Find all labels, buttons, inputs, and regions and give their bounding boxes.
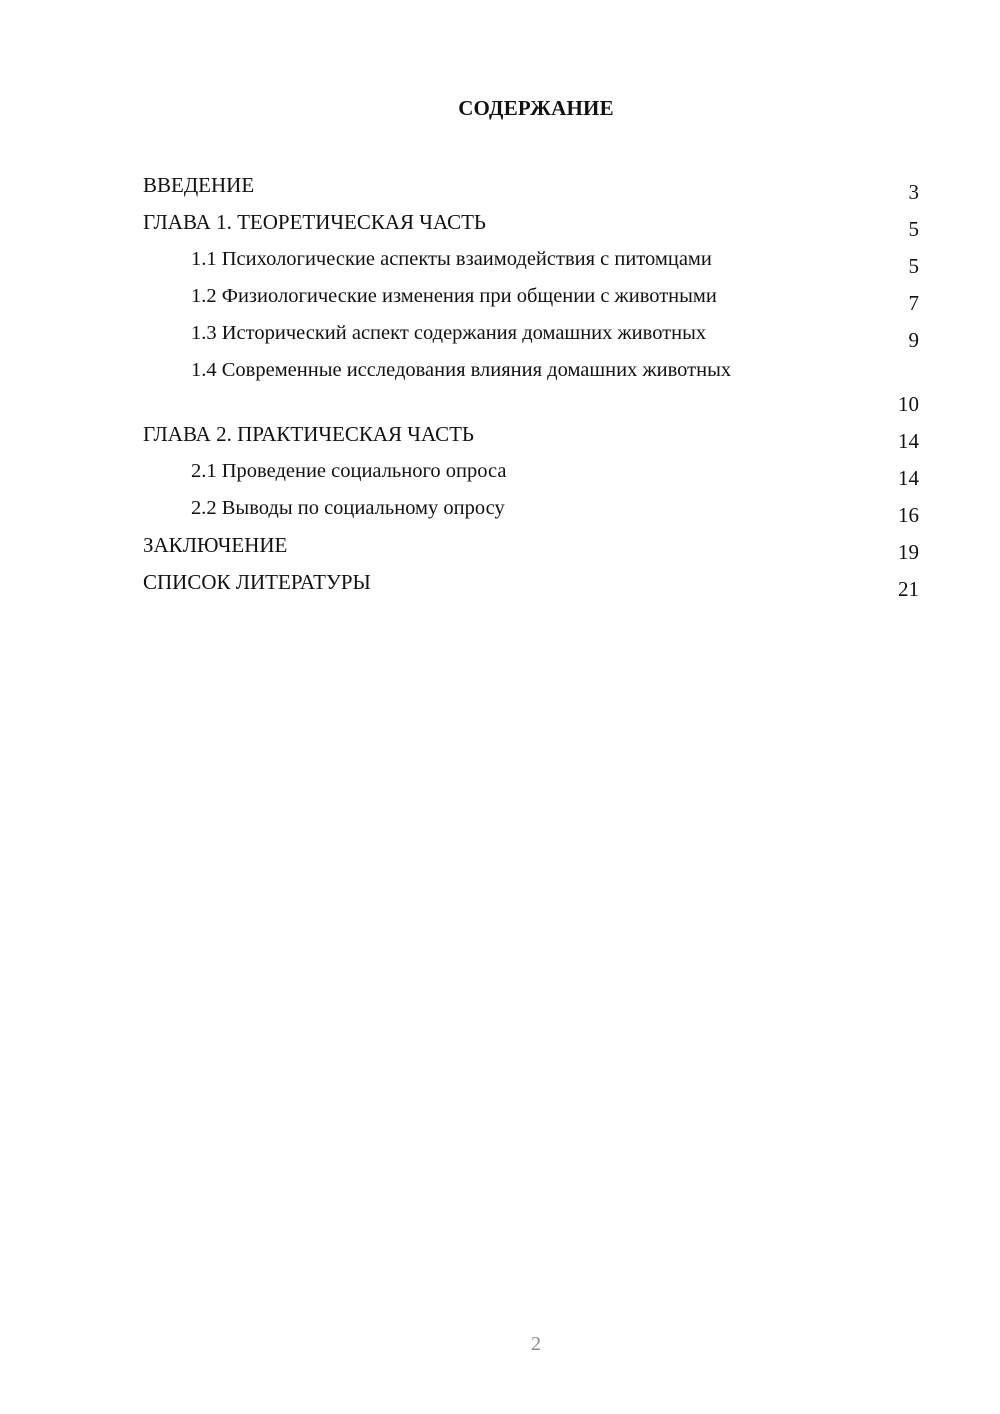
toc-entry-chapter-1[interactable]	[143, 205, 919, 242]
toc-entry-conclusion[interactable]	[143, 528, 919, 565]
toc-title: СОДЕРЖАНИЕ	[458, 96, 614, 120]
toc-entry-page: 14	[898, 429, 919, 453]
toc-entry-page: 7	[908, 291, 919, 315]
table-of-contents	[143, 168, 919, 602]
toc-entry-page: 3	[908, 180, 919, 204]
page-number: 2	[531, 1333, 541, 1355]
toc-entry-page: 9	[908, 328, 919, 352]
toc-entry-label: 1.4 Современные исследования влияния домашних животных	[191, 359, 732, 381]
toc-entry-section-1-1[interactable]	[143, 242, 919, 279]
toc-entry-section-2-1[interactable]	[143, 454, 919, 491]
toc-entry-page: 16	[898, 503, 919, 527]
toc-entry-section-1-4[interactable]	[143, 353, 919, 417]
toc-entry-introduction[interactable]	[143, 168, 919, 205]
toc-entry-chapter-2[interactable]	[143, 417, 919, 454]
toc-entry-label: ГЛАВА 2. ПРАКТИЧЕСКАЯ ЧАСТЬ	[143, 422, 474, 446]
toc-entry-section-1-3[interactable]	[143, 316, 919, 353]
toc-entry-page: 19	[898, 540, 919, 564]
toc-entry-section-2-2[interactable]	[143, 491, 919, 528]
toc-entry-label: 2.1 Проведение социального опроса	[191, 460, 507, 482]
toc-entry-page: 14	[898, 466, 919, 490]
toc-entry-label: ГЛАВА 1. ТЕОРЕТИЧЕСКАЯ ЧАСТЬ	[143, 210, 486, 234]
toc-entry-bibliography[interactable]	[143, 565, 919, 602]
toc-entry-label: ВВЕДЕНИЕ	[143, 173, 255, 197]
toc-entry-section-1-2[interactable]	[143, 279, 919, 316]
toc-entry-label: 1.1 Психологические аспекты взаимодействия с питомцами	[191, 248, 712, 270]
toc-entry-page: 10	[898, 392, 919, 416]
toc-entry-label: 1.3 Исторический аспект содержания домашних животных	[191, 322, 707, 344]
toc-entry-page: 5	[908, 217, 919, 241]
toc-entry-label: 1.2 Физиологические изменения при общении с животными	[191, 285, 717, 307]
toc-entry-label: 2.2 Выводы по социальному опросу	[191, 497, 505, 519]
toc-entry-label: ЗАКЛЮЧЕНИЕ	[143, 533, 288, 557]
toc-entry-page: 21	[898, 577, 919, 601]
toc-entry-page: 5	[908, 254, 919, 278]
toc-entry-label: СПИСОК ЛИТЕРАТУРЫ	[143, 570, 371, 594]
